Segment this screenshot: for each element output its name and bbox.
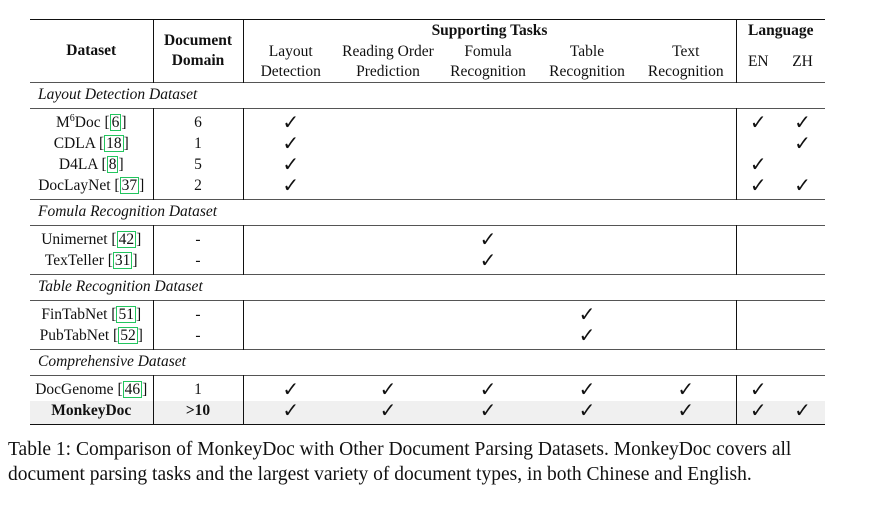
empty-cell xyxy=(243,251,338,275)
empty-cell xyxy=(438,155,538,176)
empty-cell xyxy=(636,155,736,176)
header-task-line2: Recognition xyxy=(647,62,724,80)
dataset-name: MonkeyDoc xyxy=(51,402,132,419)
empty-cell xyxy=(438,300,538,326)
empty-cell xyxy=(538,251,636,275)
check-icon: ✓ xyxy=(438,375,538,401)
check-icon: ✓ xyxy=(736,375,780,401)
dataset-name-cell: FinTabNet [ 51 ] xyxy=(30,300,153,326)
document-domain-cell: 1 xyxy=(153,134,243,155)
section-header-row xyxy=(30,274,825,300)
empty-cell xyxy=(538,225,636,251)
empty-cell xyxy=(780,155,825,176)
header-task-1 xyxy=(338,42,438,83)
empty-cell xyxy=(780,300,825,326)
dataset-name: CDLA xyxy=(53,135,99,152)
dataset-name: D4LA xyxy=(58,156,102,173)
section-title: Comprehensive Dataset xyxy=(30,349,825,375)
empty-cell xyxy=(538,155,636,176)
empty-cell xyxy=(538,176,636,200)
check-icon: ✓ xyxy=(636,401,736,425)
check-icon: ✓ xyxy=(749,154,767,176)
check-icon: ✓ xyxy=(282,154,300,176)
header-domain-line2: Domain xyxy=(171,51,225,69)
dataset-name-cell: Unimernet [ 42 ] xyxy=(30,225,153,251)
document-domain-cell: - xyxy=(153,300,243,326)
dataset-name: DocLayNet xyxy=(38,177,115,194)
empty-cell xyxy=(338,134,438,155)
section-title: Fomula Recognition Dataset xyxy=(30,199,825,225)
empty-cell xyxy=(736,300,780,326)
dataset-name-cell: CDLA [ 18 ] xyxy=(30,134,153,155)
empty-cell xyxy=(736,326,780,350)
check-icon: ✓ xyxy=(794,175,811,197)
dataset-name-superscript: 6 xyxy=(69,112,75,124)
table-row xyxy=(30,251,825,275)
empty-cell xyxy=(243,300,338,326)
empty-cell xyxy=(438,326,538,350)
section-header-row xyxy=(30,199,825,225)
empty-cell xyxy=(338,300,438,326)
document-domain-cell: >10 xyxy=(153,401,243,425)
empty-cell xyxy=(636,300,736,326)
empty-cell xyxy=(736,225,780,251)
header-task-line1: Text xyxy=(672,42,700,60)
dataset-name-cell: TexTeller [ 31 ] xyxy=(30,251,153,275)
citation-link[interactable]: 31 xyxy=(114,252,131,269)
empty-cell xyxy=(636,108,736,134)
empty-cell xyxy=(736,134,780,155)
check-icon: ✓ xyxy=(749,175,767,197)
check-icon: ✓ xyxy=(636,375,736,401)
document-domain-cell: 6 xyxy=(153,108,243,134)
document-domain-cell: 1 xyxy=(153,375,243,401)
header-language-0: EN xyxy=(747,52,769,70)
header-language-1: ZH xyxy=(792,52,813,70)
check-icon: ✓ xyxy=(282,175,300,197)
check-icon: ✓ xyxy=(538,300,636,326)
empty-cell xyxy=(338,155,438,176)
table-row xyxy=(30,108,825,134)
citation-link[interactable]: 51 xyxy=(118,306,134,323)
dataset-name: Unimernet xyxy=(41,231,112,248)
header-task-line1: Table xyxy=(569,42,605,60)
table-row xyxy=(30,326,825,350)
empty-cell xyxy=(438,108,538,134)
dataset-name: M xyxy=(55,114,70,131)
dataset-name-cell xyxy=(30,401,153,425)
check-icon: ✓ xyxy=(438,401,538,425)
dataset-name-cell: D4LA [ 8 ] xyxy=(30,155,153,176)
header-task-line2: Recognition xyxy=(450,62,526,80)
empty-cell xyxy=(636,225,736,251)
empty-cell xyxy=(736,251,780,275)
check-icon: ✓ xyxy=(538,375,636,401)
citation-link[interactable]: 52 xyxy=(120,327,136,344)
section-header-row xyxy=(30,82,825,108)
table-row xyxy=(30,375,825,401)
empty-cell xyxy=(636,176,736,200)
empty-cell xyxy=(338,225,438,251)
check-icon: ✓ xyxy=(736,401,780,425)
check-icon: ✓ xyxy=(438,225,538,251)
document-domain-cell: 5 xyxy=(153,155,243,176)
header-task-4 xyxy=(636,42,736,83)
check-icon: ✓ xyxy=(338,375,438,401)
check-icon: ✓ xyxy=(338,401,438,425)
empty-cell xyxy=(243,225,338,251)
header-task-3 xyxy=(538,42,636,83)
table-row xyxy=(30,176,825,200)
empty-cell xyxy=(780,375,825,401)
section-title: Layout Detection Dataset xyxy=(30,82,825,108)
check-icon: ✓ xyxy=(243,401,338,425)
empty-cell xyxy=(780,225,825,251)
dataset-name-cell: PubTabNet [ 52 ] xyxy=(30,326,153,350)
document-domain-cell: - xyxy=(153,326,243,350)
citation-link[interactable]: 42 xyxy=(118,231,135,248)
document-domain-cell: - xyxy=(153,225,243,251)
empty-cell xyxy=(338,176,438,200)
section-title: Table Recognition Dataset xyxy=(30,274,825,300)
table-row xyxy=(30,300,825,326)
empty-cell xyxy=(780,326,825,350)
citation-link[interactable]: 46 xyxy=(124,381,141,398)
comparison-table xyxy=(30,19,825,425)
header-task-0 xyxy=(243,42,338,83)
header-domain-line1: Document xyxy=(163,31,233,49)
check-icon: ✓ xyxy=(578,325,596,347)
dataset-name-suffix: Doc xyxy=(74,114,105,131)
empty-cell xyxy=(636,326,736,350)
dataset-name: TexTeller xyxy=(44,252,108,269)
header-task-line2: Detection xyxy=(260,62,321,80)
dataset-name-cell: DocLayNet [ 37 ] xyxy=(30,176,153,200)
header-task-line1: Fomula xyxy=(464,42,512,60)
empty-cell xyxy=(338,251,438,275)
empty-cell xyxy=(538,108,636,134)
citation-link[interactable]: 8 xyxy=(108,156,117,173)
table-row xyxy=(30,225,825,251)
header-document-domain xyxy=(153,20,243,83)
check-icon: ✓ xyxy=(736,108,780,134)
dataset-name-cell: DocGenome [ 46 ] xyxy=(30,375,153,401)
table-row xyxy=(30,401,825,425)
header-task-line2: Prediction xyxy=(356,62,420,80)
document-domain-cell: 2 xyxy=(153,176,243,200)
comparison-table-container xyxy=(30,19,825,425)
dataset-name: DocGenome xyxy=(35,381,118,398)
dataset-name: PubTabNet xyxy=(39,327,114,344)
empty-cell xyxy=(438,134,538,155)
check-icon: ✓ xyxy=(243,108,338,134)
dataset-name-cell: $M^6Doc$ [ 6 ] xyxy=(30,108,153,134)
empty-cell xyxy=(438,176,538,200)
check-icon: ✓ xyxy=(780,401,825,425)
table-row xyxy=(30,155,825,176)
table-row xyxy=(30,134,825,155)
empty-cell xyxy=(636,251,736,275)
header-supporting-tasks: Supporting Tasks xyxy=(243,20,736,42)
check-icon: ✓ xyxy=(282,133,300,155)
table-caption: Table 1: Comparison of MonkeyDoc with Other Document Parsing Datasets. MonkeyDoc covers all document parsing tasks and the largest variety of document types, in both Chinese and English. xyxy=(8,439,792,485)
header-task-line2: Recognition xyxy=(549,62,625,80)
document-domain-cell: - xyxy=(153,251,243,275)
header-dataset: Dataset xyxy=(30,20,153,83)
empty-cell xyxy=(538,134,636,155)
header-language: Language xyxy=(736,20,825,42)
header-task-line1: Layout xyxy=(268,42,313,60)
empty-cell xyxy=(243,326,338,350)
check-icon: ✓ xyxy=(780,108,825,134)
empty-cell xyxy=(780,251,825,275)
check-icon: ✓ xyxy=(794,133,811,155)
section-header-row xyxy=(30,349,825,375)
citation-link[interactable]: 6 xyxy=(111,114,120,131)
citation-link[interactable]: 18 xyxy=(106,135,122,152)
citation-link[interactable]: 37 xyxy=(121,177,138,194)
empty-cell xyxy=(338,326,438,350)
header-task-2 xyxy=(438,42,538,83)
check-icon: ✓ xyxy=(479,250,497,272)
check-icon: ✓ xyxy=(538,401,636,425)
header-task-line1: Reading Order xyxy=(342,42,434,60)
empty-cell xyxy=(338,108,438,134)
dataset-name: FinTabNet xyxy=(41,306,112,323)
check-icon: ✓ xyxy=(243,375,338,401)
empty-cell xyxy=(636,134,736,155)
